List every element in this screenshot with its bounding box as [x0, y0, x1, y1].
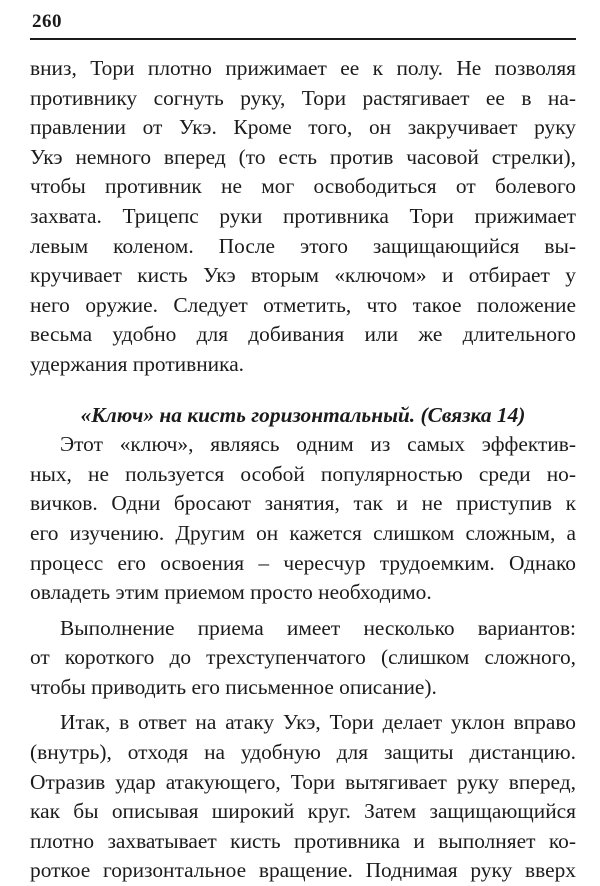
text-line: левым коленом. После этого защищающийся вы-: [30, 233, 576, 258]
text-line: вичков. Одни бросают занятия, так и не приступив к: [30, 491, 576, 516]
text-line: Выполнение приема имеет несколько вариантов:: [60, 615, 576, 640]
text-line: Итак, в ответ на атаку Укэ, Тори делает уклон вправо: [60, 710, 576, 735]
text-line: чтобы приводить его письменное описание).: [30, 674, 437, 699]
page-number: 260: [32, 11, 62, 32]
text-line: вниз, Тори плотно прижимает ее к полу. Не позволяя: [30, 56, 576, 80]
text-line: (внутрь), отходя на удобную для защиты дистанцию.: [30, 740, 576, 765]
text-line: овладеть этим приемом просто необходимо.: [30, 580, 432, 605]
text-line: Укэ немного вперед (то есть против часовой стрелки),: [30, 144, 576, 169]
paragraph: [30, 614, 576, 703]
paragraph: [30, 708, 576, 886]
text-line: роткое горизонтальное вращение. Поднимая руку вверх: [30, 858, 576, 883]
text-line: его изучению. Другим он кажется слишком сложным, а: [30, 520, 576, 545]
text-line: захвата. Трицепс руки противника Тори прижимает: [30, 203, 576, 228]
text-line: удержания противника.: [30, 351, 245, 376]
text-line: ных, не пользуется особой популярностью среди но-: [30, 461, 576, 486]
text-line: весьма удобно для добивания или же длительного: [30, 322, 576, 347]
text-line: правлении от Укэ. Кроме того, он закручивает руку: [30, 115, 576, 140]
text-line: него оружие. Следует отметить, что такое положение: [30, 292, 576, 317]
text-line: процесс его освоения – чересчур трудоемким. Однако: [30, 550, 576, 575]
text-line: от короткого до трехступенчатого (слишком сложного,: [30, 645, 576, 670]
text-line: как бы описывая широкий круг. Затем защищающийся: [30, 799, 576, 824]
book-page: [30, 8, 576, 886]
text-line: Этот «ключ», являясь одним из самых эффектив-: [60, 432, 576, 457]
text-line: кручивает кисть Укэ вторым «ключом» и отбирает у: [30, 263, 576, 288]
section-heading: «Ключ» на кисть горизонтальный. (Связка 14): [80, 402, 526, 427]
paragraph: [30, 54, 576, 380]
text-line: противнику согнуть руку, Тори растягивает ее в на-: [30, 85, 576, 110]
text-line: Отразив удар атакующего, Тори вытягивает руку вперед,: [30, 769, 576, 794]
paragraph: [30, 430, 576, 608]
page-content: [30, 54, 576, 886]
text-line: чтобы противник не мог освободиться от болевого: [30, 174, 576, 199]
page-header: [30, 8, 576, 40]
text-line: плотно захватывает кисть противника и выполняет ко-: [30, 828, 576, 853]
